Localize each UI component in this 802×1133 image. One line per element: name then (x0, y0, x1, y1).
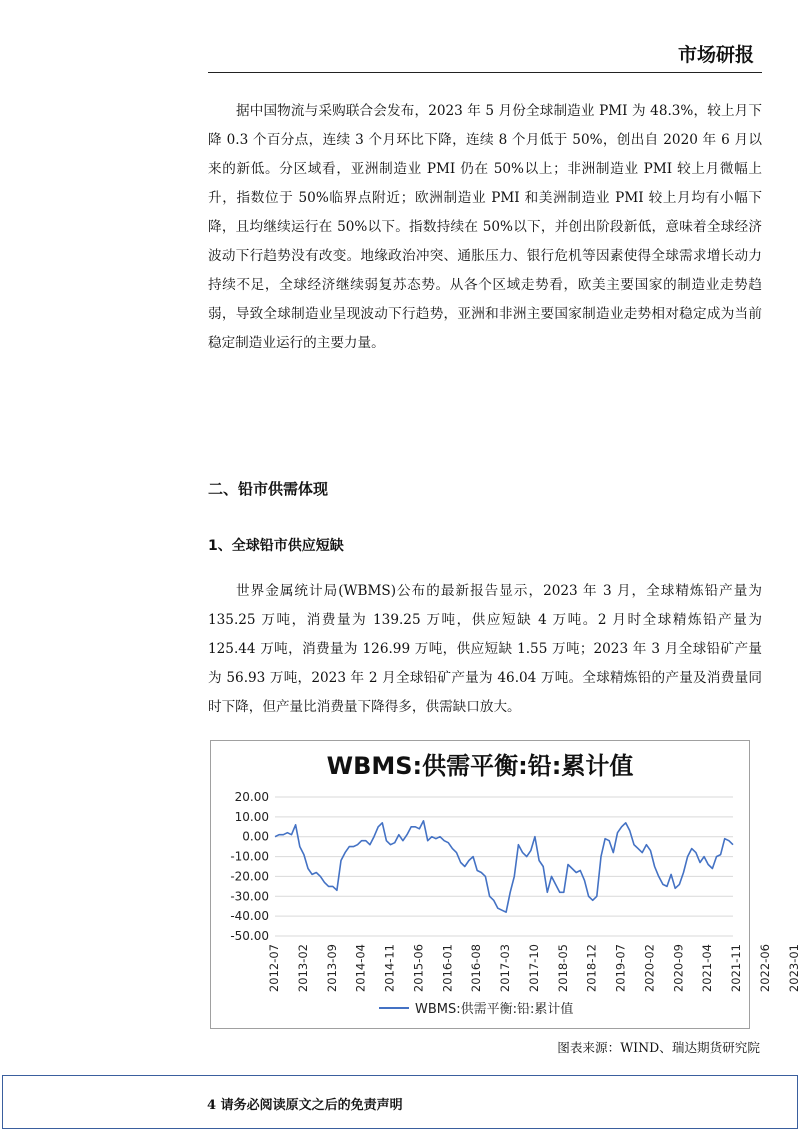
x-tick-label: 2021-04 (700, 944, 715, 993)
y-tick-label: -10.00 (230, 849, 269, 864)
paragraph-wbms: 世界金属统计局(WBMS)公布的最新报告显示，2023 年 3 月，全球精炼铅产量为 135.25 万吨，消费量为 139.25 万吨，供应短缺 4 万吨。2 月时全球精炼铅产量为 125.44 万吨，消费量为 126.99 万吨，供应短缺 1.55 万吨；2023 年 3 月全球铅矿产量为 56.93 万吨，2023 年 2 月全球铅矿产量为 46.04 万吨。全球精炼铅的产量及消费量同时下降，但产量比消费量下降得多，供需缺口放大。 (208, 583, 762, 715)
gridlines (275, 797, 733, 936)
x-tick-label: 2021-11 (729, 944, 744, 993)
chart-source: 图表来源：WIND、瑞达期货研究院 (557, 1040, 760, 1055)
header-rule (208, 72, 762, 73)
footer-disclaimer: 4 请务必阅读原文之后的免责声明 (207, 1098, 403, 1113)
section-heading: 二、铅市供需体现 (208, 480, 329, 498)
y-tick-label: -50.00 (230, 929, 269, 943)
y-tick-labels (230, 790, 269, 943)
x-tick-label: 2018-12 (584, 944, 599, 993)
x-tick-label: 2017-10 (526, 944, 541, 993)
x-tick-label: 2020-02 (642, 944, 657, 993)
x-tick-label: 2012-07 (267, 944, 281, 993)
x-tick-label: 2016-08 (469, 944, 484, 993)
x-tick-label: 2013-09 (324, 944, 339, 993)
legend-label: WBMS:供需平衡:铅:累计值 (415, 1002, 574, 1017)
y-tick-label: -40.00 (230, 909, 269, 924)
series-line (275, 821, 733, 912)
x-tick-label: 2022-06 (758, 944, 773, 993)
x-tick-label: 2020-09 (671, 944, 686, 993)
y-tick-label: 0.00 (242, 829, 269, 844)
x-tick-label: 2014-04 (353, 944, 368, 993)
y-tick-label: 20.00 (234, 790, 269, 804)
x-tick-labels (267, 944, 801, 992)
x-tick-label: 2016-01 (440, 944, 455, 993)
x-tick-label: 2019-07 (613, 944, 628, 993)
paragraph-pmi: 据中国物流与采购联合会发布，2023 年 5 月份全球制造业 PMI 为 48.3%，较上月下降 0.3 个百分点，连续 3 个月环比下降，连续 8 个月低于 50%，创出自 2020 年 6 月以来的新低。分区域看，亚洲制造业 PMI 仍在 50%以上；非洲制造业 PMI 较上月微幅上升，指数位于 50%临界点附近；欧洲制造业 PMI 和美洲制造业 PMI 较上月均有小幅下降，且均继续运行在 50%以下。指数持续在 50%以下，并创出阶段新低，意味着全球经济波动下行趋势没有改变。地缘政治冲突、通胀压力、银行危机等因素使得全球需求增长动力持续不足，全球经济继续弱复苏态势。从各个区域走势看，欧美主要国家的制造业走势趋弱，导致全球制造业呈现波动下行趋势，亚洲和非洲主要国家制造业走势相对稳定成为当前稳定制造业运行的主要力量。 (208, 103, 762, 351)
header-title: 市场研报 (677, 44, 754, 66)
chart-title: WBMS:供需平衡:铅:累计值 (326, 752, 634, 780)
y-tick-label: 10.00 (234, 809, 269, 824)
chart-svg (211, 741, 801, 1028)
x-tick-label: 2023-01 (786, 944, 801, 993)
x-tick-label: 2017-03 (498, 944, 513, 993)
chart-wbms-lead-balance (210, 740, 801, 1029)
x-tick-label: 2014-11 (382, 944, 397, 993)
sub-heading: 1、全球铅市供应短缺 (208, 538, 344, 554)
x-tick-label: 2018-05 (555, 944, 570, 993)
x-tick-label: 2013-02 (295, 944, 310, 993)
x-tick-label: 2015-06 (411, 944, 426, 993)
y-tick-label: -20.00 (230, 869, 269, 884)
y-tick-label: -30.00 (230, 889, 269, 904)
